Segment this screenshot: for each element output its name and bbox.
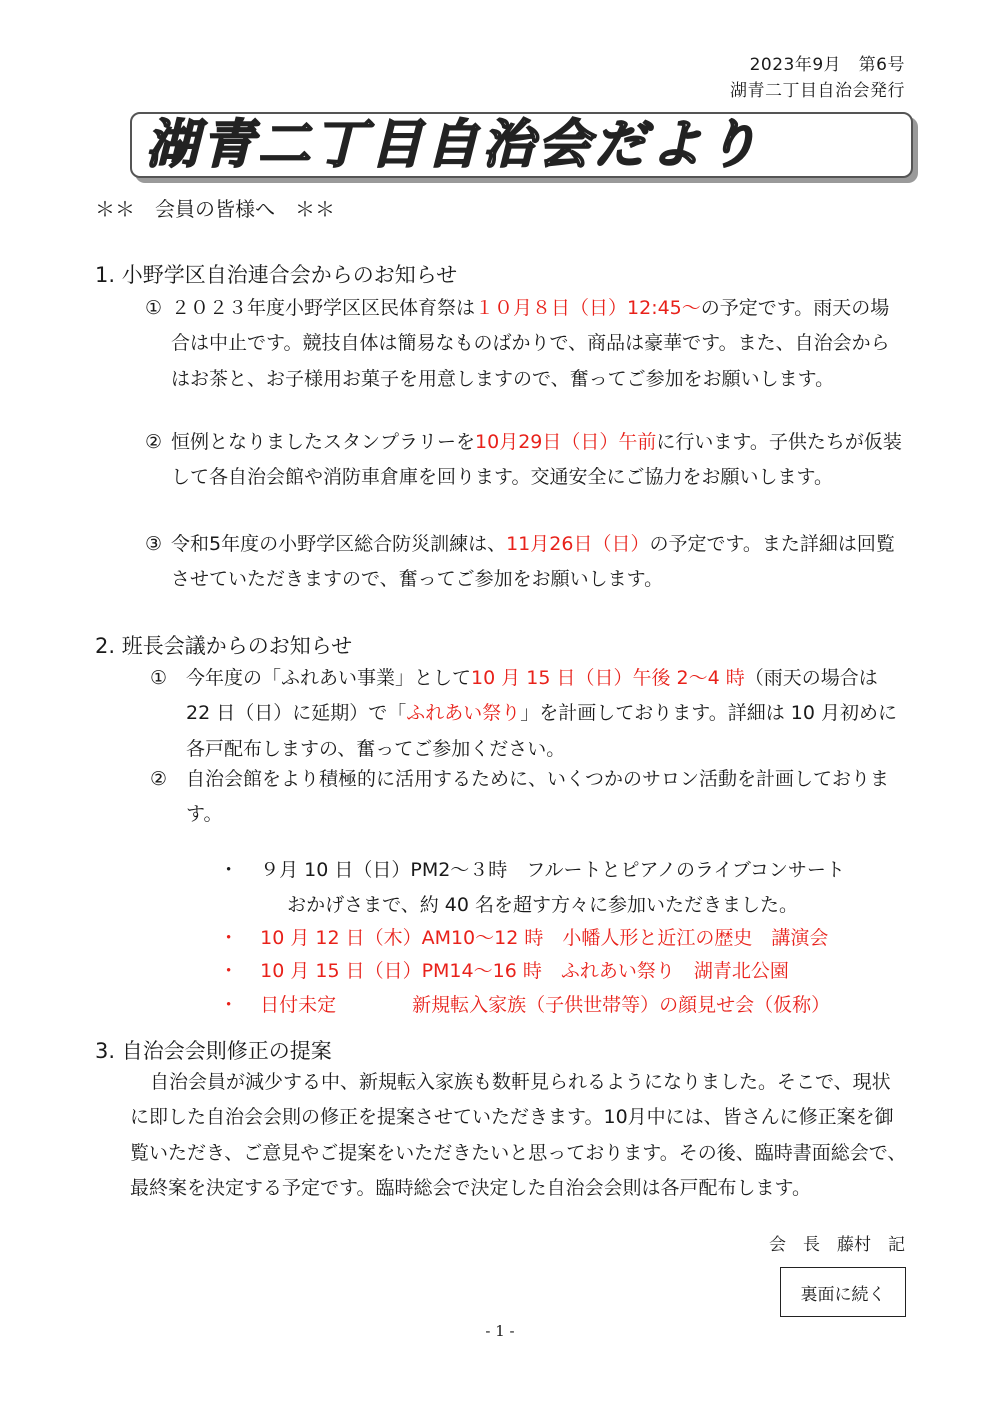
event-date: 10 月 15 日（日）午後 2～4 時 <box>471 667 745 689</box>
salon-text: 10 月 12 日（木）AM10～12 時 小幡人形と近江の歴史 講演会 <box>260 927 829 949</box>
section2-item1 <box>150 661 907 767</box>
item-text: 令和5年度の小野学区総合防災訓練は、 <box>171 533 507 555</box>
event-date: 10月29日（日）午前 <box>475 431 657 453</box>
salon-text: 10 月 15 日（日）PM14～16 時 ふれあい祭り 湖青北公園 <box>260 960 789 982</box>
greeting: ＊＊ 会員の皆様へ ＊＊ <box>95 197 335 221</box>
body-text: 自治会員が減少する中、新規転入家族も数軒見られるようになりました。そこで、現状に即した自治会会則の修正を提案させていただきます。10月中には、皆さんに修正案を御覧いただき、ご意見やご提案をいただきたいと思っております。その後、臨時書面総会で、最終案を決定する予定です。臨時総会で決定した自治会会則は各戸配布します。 <box>130 1071 907 1199</box>
item-text: ２０２３年度小野学区区民体育祭は <box>171 297 476 319</box>
salon-text: 日付未定 新規転入家族（子供世帯等）の顔見せ会（仮称） <box>260 994 831 1016</box>
event-date: １０月８日（日）12:45～ <box>475 297 701 319</box>
salon-text: ９月 10 日（日）PM2～３時 フルートとピアノのライブコンサート <box>260 859 845 881</box>
section3-heading: 3. 自治会会則修正の提案 <box>95 1039 332 1063</box>
section1-item2 <box>145 425 907 496</box>
item-number: ② <box>145 431 163 453</box>
item-text: 」を計画しております。詳細は 10 月初めに各戸配布しますの、奮ってご参加ください。 <box>186 702 897 760</box>
page-number: - 1 - <box>485 1322 515 1340</box>
item-text: の予定です。雨天の場合は中止です。競技自体は簡易なものばかりで、商品は豪華です。また、自治会からはお茶と、お子様用お菓子を用意しますので、奮ってご参加をお願いします。 <box>171 297 890 390</box>
section1-heading: 1. 小野学区自治連合会からのお知らせ <box>95 263 458 287</box>
issue-line: 2023年9月 第6号 <box>749 55 905 75</box>
item-text: の予定です。また詳細は回覧させていただきますので、奮ってご参加をお願いします。 <box>171 533 895 591</box>
section2-item2 <box>150 762 907 833</box>
item-number: ① <box>145 297 163 319</box>
item-text: 今年度の「ふれあい事業」として <box>186 667 472 689</box>
event-name: ふれあい祭り <box>406 702 521 725</box>
item-text: 恒例となりましたスタンプラリーを <box>171 431 476 453</box>
bullet: ・ <box>219 960 239 982</box>
section1-item1 <box>145 291 907 397</box>
salon-text: おかげさまで、約 40 名を超す方々に参加いただきました。 <box>287 894 798 916</box>
item-text: に行います。子供たちが仮装して各自治会館や消防車倉庫を回ります。交通安全にご協力をお願いします。 <box>171 431 902 489</box>
item-text: （雨天の場合は 22 日（日）に延期）で「 <box>186 667 878 725</box>
section1-item3 <box>145 527 907 598</box>
section3-body <box>130 1065 907 1206</box>
item-number: ② <box>150 768 168 790</box>
salon-item <box>207 968 830 1017</box>
event-date: 11月26日（日） <box>506 533 650 555</box>
bullet: ・ <box>219 927 239 949</box>
newsletter-title-banner <box>130 112 913 178</box>
bullet: ・ <box>219 859 239 881</box>
section2-heading: 2. 班長会議からのお知らせ <box>95 634 353 658</box>
item-number: ① <box>150 667 168 689</box>
signature: 会 長 藤村 記 <box>769 1235 905 1255</box>
continue-note <box>780 1267 906 1317</box>
publisher-line: 湖青二丁目自治会発行 <box>730 81 905 101</box>
item-number: ③ <box>145 533 163 555</box>
bullet: ・ <box>219 994 239 1016</box>
newsletter-title: 湖青二丁目自治会だより <box>146 115 763 175</box>
item-text: 自治会館をより積極的に活用するために、いくつかのサロン活動を計画しております。 <box>186 768 890 826</box>
continue-label: 裏面に続く <box>800 1284 886 1305</box>
